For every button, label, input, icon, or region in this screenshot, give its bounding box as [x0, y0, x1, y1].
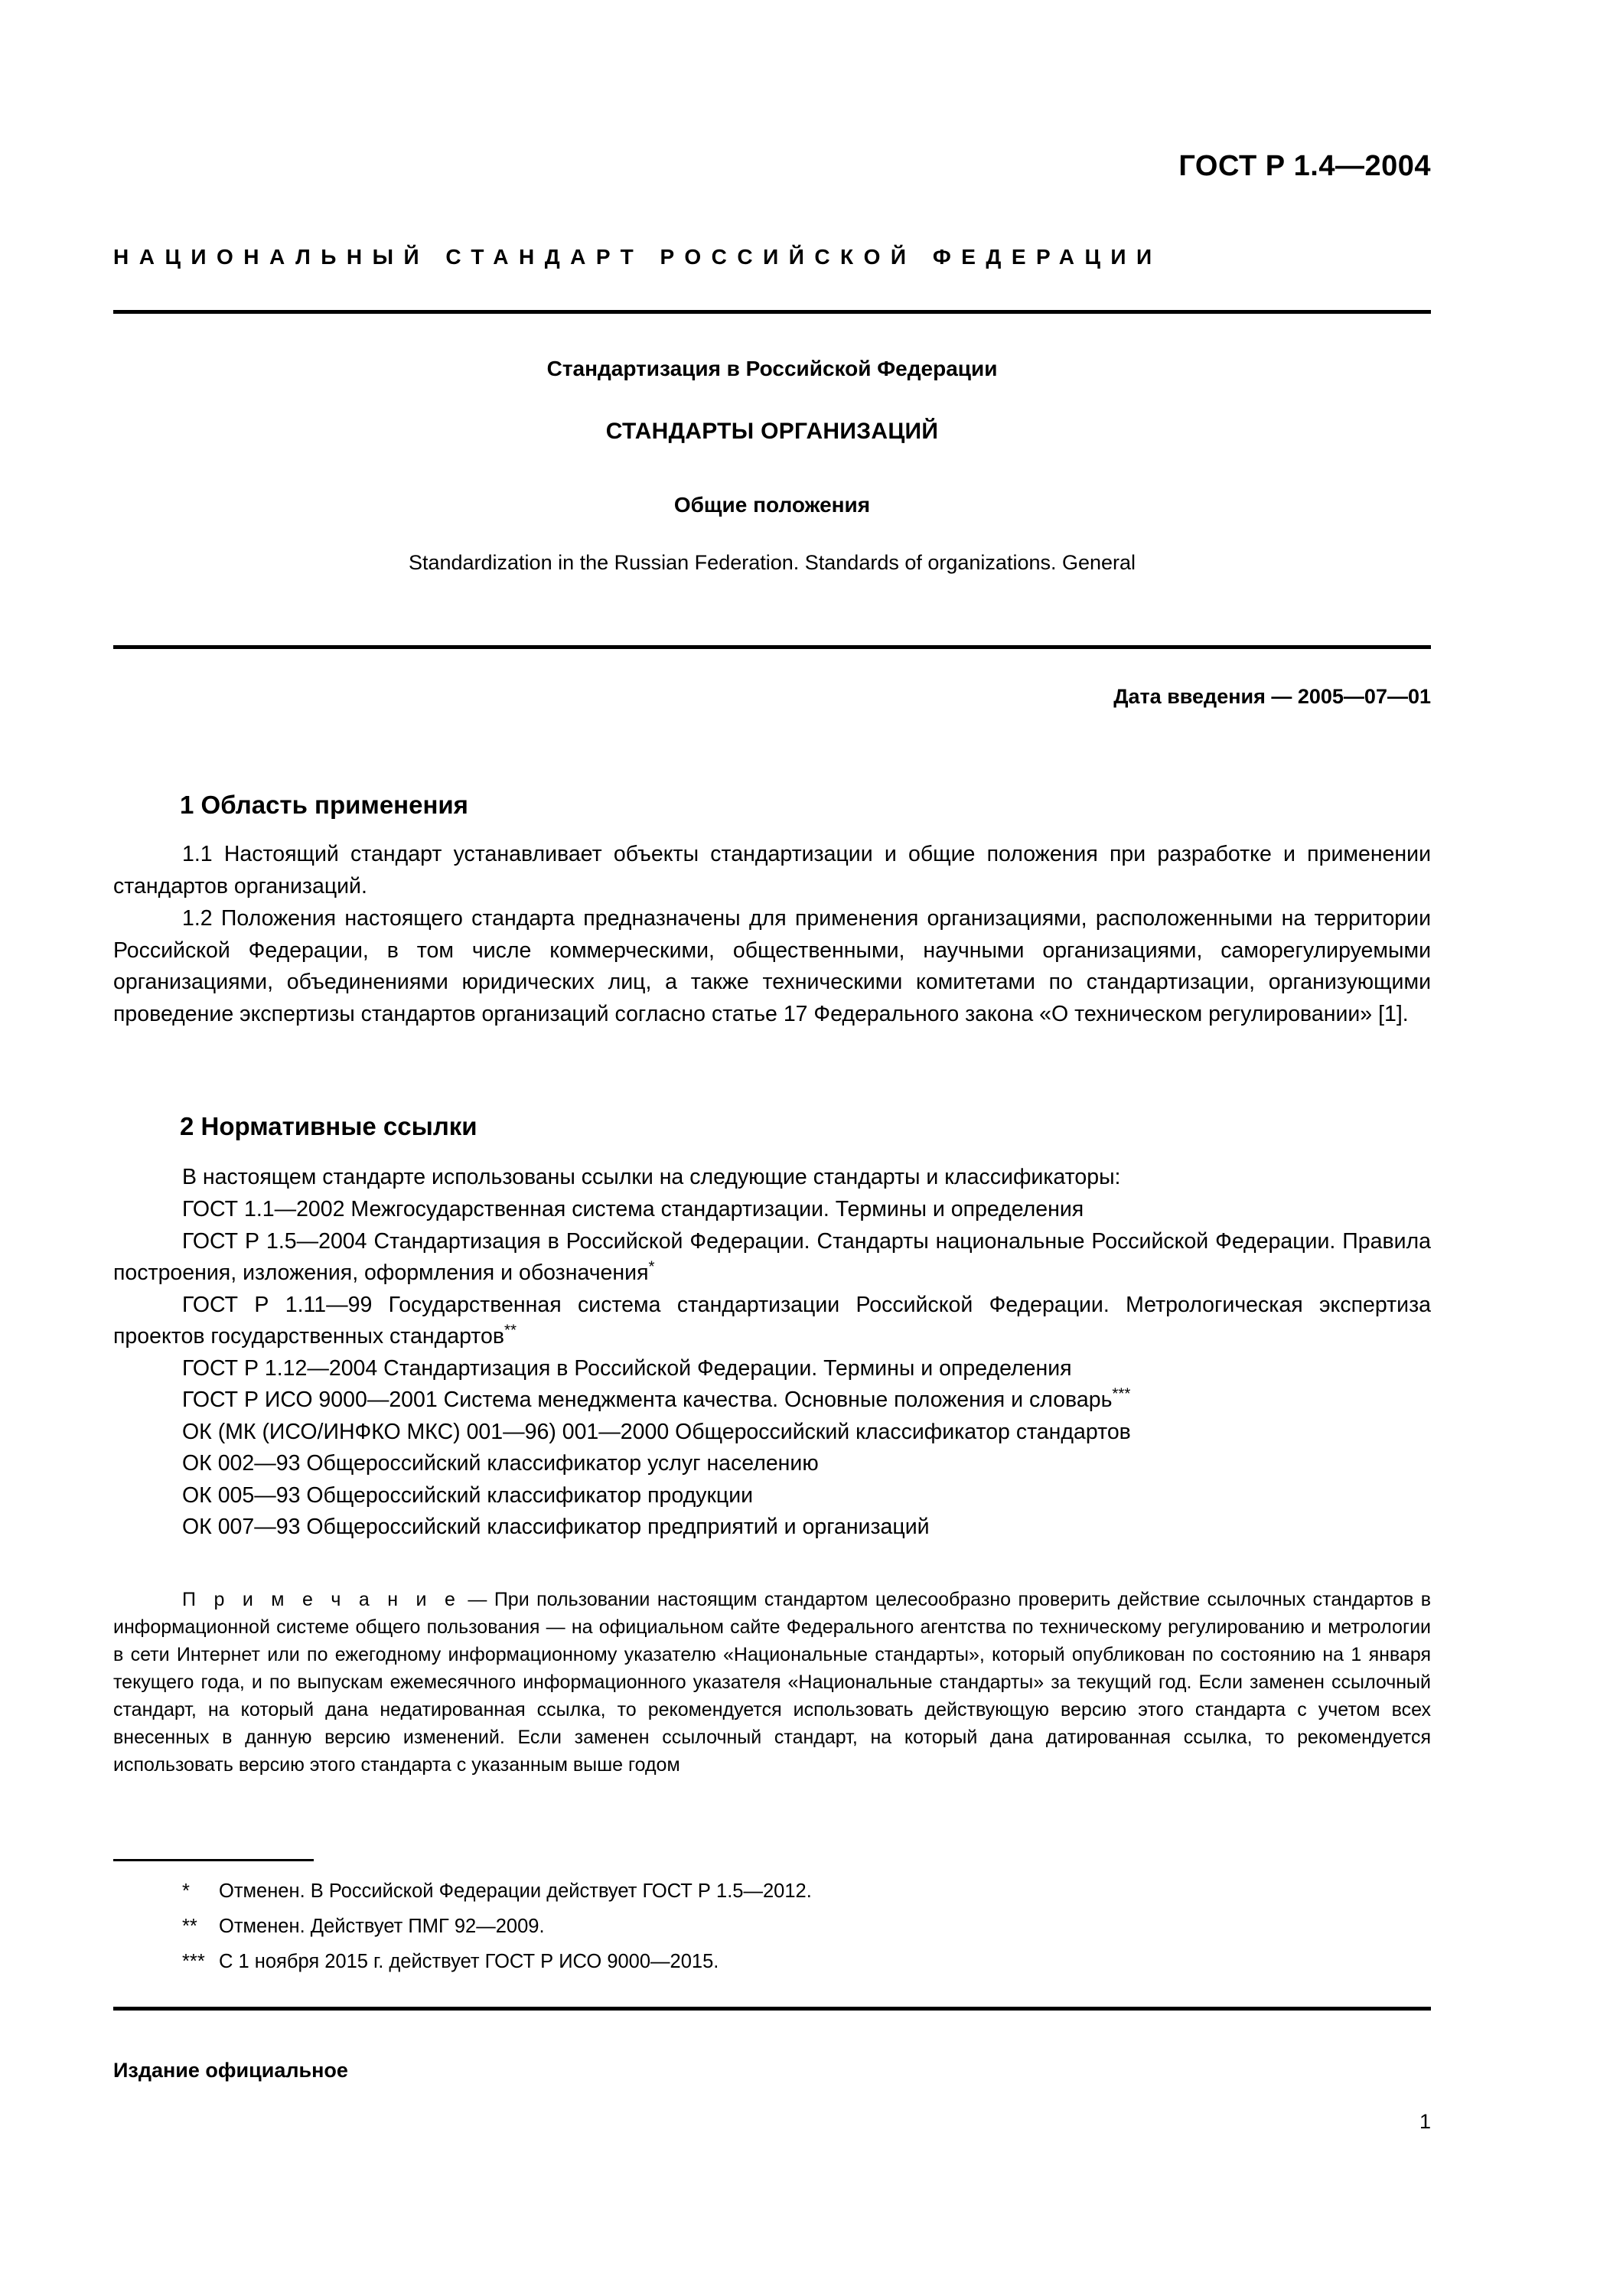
reference-text: ГОСТ Р 1.11—99 Государственная система стандартизации Российской Федерации. Метрологическая экспертиза проектов государственных стандартов	[113, 1292, 1431, 1349]
reference-item	[113, 1226, 1431, 1290]
normative-reference-list	[113, 1194, 1431, 1544]
note-label: П р и м е ч а н и е	[182, 1589, 461, 1610]
reference-text: ГОСТ Р 1.5—2004 Стандартизация в Российской Федерации. Стандарты национальные Российской Федерации. Правила построения, изложения, оформления и обозначения	[113, 1228, 1431, 1285]
note-text: — При пользовании настоящим стандартом целесообразно проверить действие ссылочных стандартов в информационной системе общего пользования — на официальном сайте Федерального агентства по техническому регулированию и метрологии в сети Интернет или по ежегодному информационному указателю «Национальные стандарты», который опубликован по состоянию на 1 января текущего года, и по выпускам ежемесячного информационного указателя «Национальные стандарты» за текущий год. Если заменен ссылочный стандарт, на который дана недатированная ссылка, то рекомендуется использовать действующую версию этого стандарта с учетом всех внесенных в данную версию изменений. Если заменен ссылочный стандарт, на который дана датированная ссылка, то рекомендуется использовать версию этого стандарта с указанным выше годом	[113, 1589, 1431, 1776]
title-subject-line: Стандартизация в Российской Федерации	[546, 357, 998, 380]
footnote-item	[113, 1874, 1431, 1909]
reference-item	[113, 1353, 1431, 1385]
reference-item	[113, 1290, 1431, 1353]
document-number: ГОСТ Р 1.4—2004	[1178, 150, 1431, 182]
reference-footnote-mark: ***	[1112, 1384, 1131, 1403]
title-divider-rule	[113, 645, 1431, 649]
footnote-mark: ***	[182, 1951, 205, 1972]
paragraph-1-1: 1.1 Настоящий стандарт устанавливает объекты стандартизации и общие положения при разработке и применении стандартов организаций.	[113, 842, 1431, 899]
reference-item	[113, 1194, 1431, 1226]
reference-text: ОК 007—93 Общероссийский классификатор предприятий и организаций	[182, 1515, 930, 1539]
footnote-item	[113, 1909, 1431, 1944]
section-1-heading: 1 Область применения	[180, 791, 468, 819]
footnote-text: Отменен. В Российской Федерации действует ГОСТ Р 1.5—2012.	[219, 1880, 812, 1902]
footnote-list	[113, 1874, 1431, 1979]
section-2-heading: 2 Нормативные ссылки	[180, 1112, 477, 1140]
header-divider-rule	[113, 310, 1431, 314]
reference-footnote-mark: *	[648, 1257, 655, 1276]
introduction-date: Дата введения — 2005—07—01	[1113, 685, 1431, 708]
footnote-mark: *	[182, 1880, 190, 1902]
note-block	[113, 1586, 1431, 1779]
footnote-item	[113, 1944, 1431, 1979]
reference-item	[113, 1384, 1431, 1417]
reference-text: ГОСТ Р 1.12—2004 Стандартизация в Российской Федерации. Термины и определения	[182, 1355, 1072, 1381]
section-2-intro: В настоящем стандарте использованы ссылки на следующие стандарты и классификаторы:	[182, 1165, 1121, 1189]
reference-item	[113, 1480, 1431, 1512]
reference-text: ОК (МК (ИСО/ИНФКО МКС) 001—96) 001—2000 Общероссийский классификатор стандартов	[182, 1419, 1131, 1444]
page-number: 1	[1419, 2110, 1431, 2133]
reference-item	[113, 1512, 1431, 1544]
footer-divider-rule	[113, 2007, 1431, 2011]
official-edition-label: Издание официальное	[113, 2059, 348, 2082]
title-subtitle: Общие положения	[673, 493, 871, 517]
reference-text: ОК 002—93 Общероссийский классификатор услуг населению	[182, 1451, 819, 1476]
reference-text: ГОСТ Р ИСО 9000—2001 Система менеджмента качества. Основные положения и словарь	[182, 1388, 1113, 1412]
reference-text: ОК 005—93 Общероссийский классификатор продукции	[182, 1482, 754, 1508]
footnote-text: С 1 ноября 2015 г. действует ГОСТ Р ИСО 9000—2015.	[219, 1951, 719, 1972]
paragraph-1-2: 1.2 Положения настоящего стандарта предназначены для применения организациями, расположенными на территории Российской Федерации, в том числе коммерческими, общественными, научными организациями, саморегулируемыми организациями, объединениями юридических лиц, а также техническими комитетами по стандартизации, организующими проведение экспертизы стандартов организаций согласно статье 17 Федерального закона «О техническом регулировании» [1].	[113, 906, 1431, 1026]
title-english: Standardization in the Russian Federation. Standards of organizations. General	[408, 551, 1136, 574]
reference-item	[113, 1448, 1431, 1480]
title-main: СТАНДАРТЫ ОРГАНИЗАЦИЙ	[605, 419, 939, 444]
national-standard-banner: НАЦИОНАЛЬНЫЙ СТАНДАРТ РОССИЙСКОЙ ФЕДЕРАЦИИ	[113, 245, 1162, 269]
reference-item	[113, 1417, 1431, 1449]
footnote-mark: **	[182, 1916, 197, 1937]
reference-footnote-mark: **	[504, 1321, 517, 1339]
reference-text: ГОСТ 1.1—2002 Межгосударственная система стандартизации. Термины и определения	[182, 1197, 1084, 1221]
footnote-text: Отменен. Действует ПМГ 92—2009.	[219, 1916, 545, 1937]
footnote-separator-rule	[113, 1859, 314, 1861]
